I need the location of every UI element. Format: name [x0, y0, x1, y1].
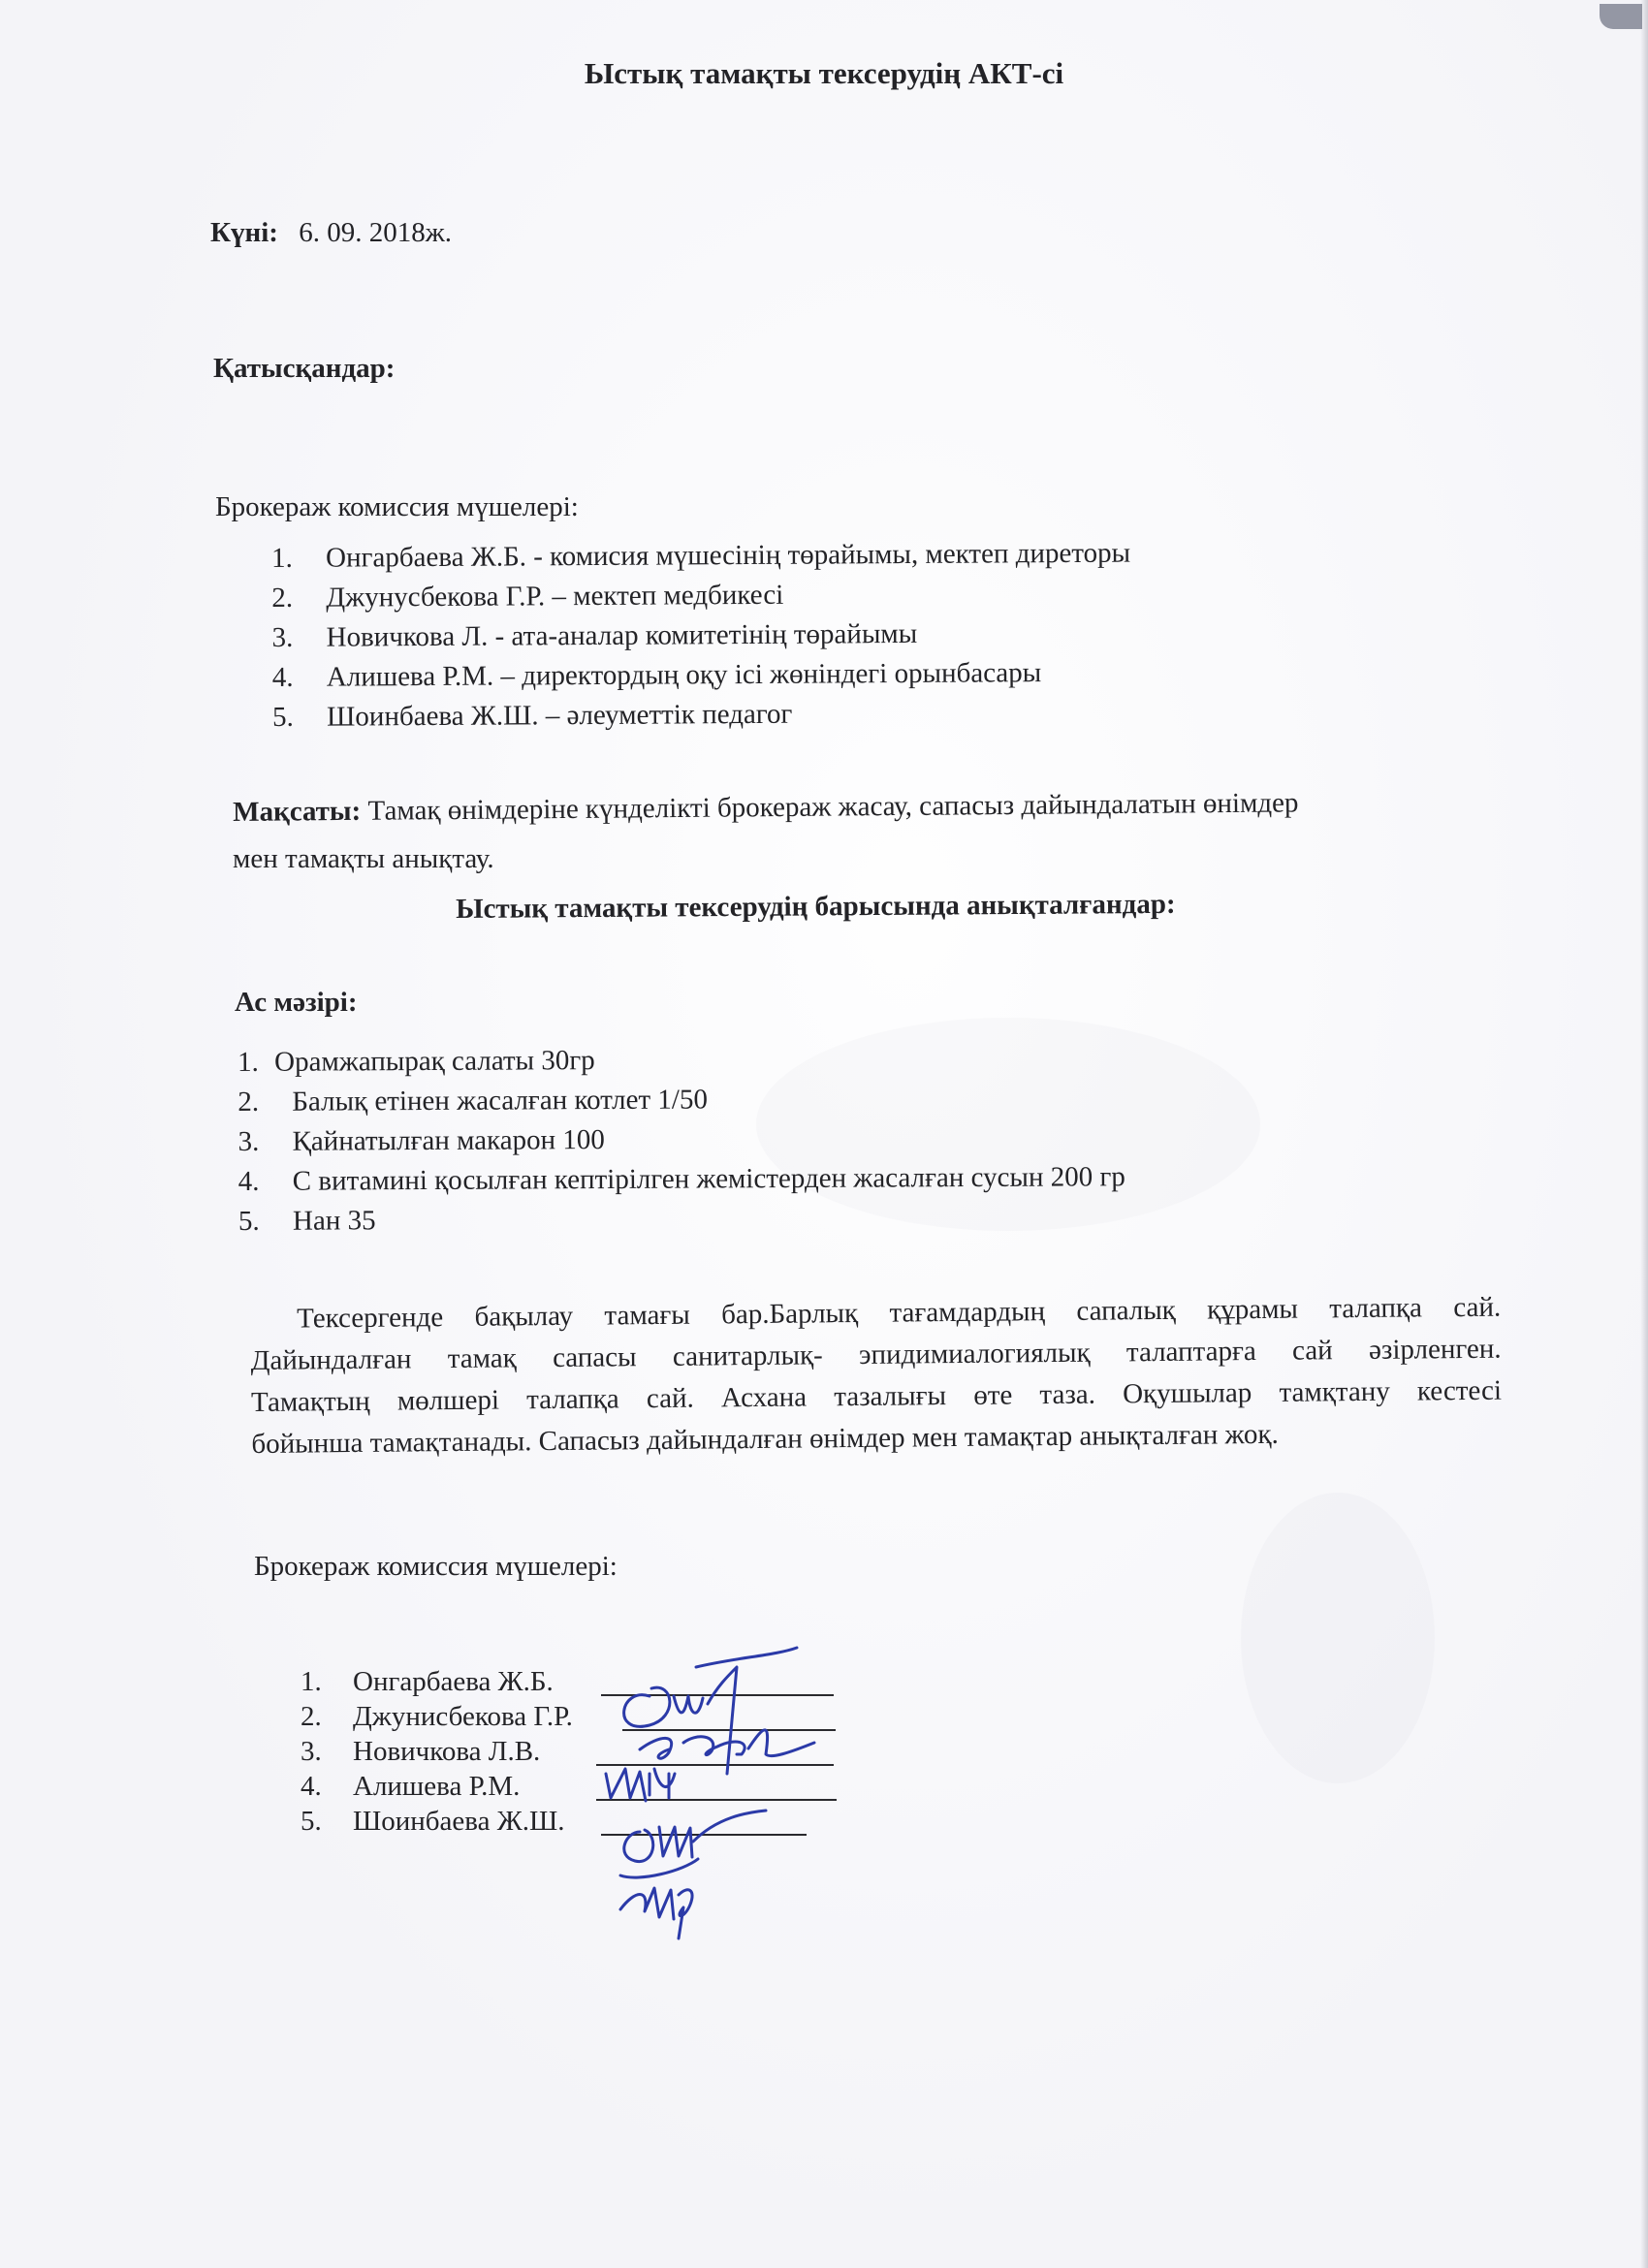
signatory-row: 4. Алишева Р.М.: [301, 1771, 521, 1802]
date-line: [210, 215, 452, 250]
conclusion-line: бойынша тамақтанады. Сапасыз дайындалған өнімдер мен тамақтар анықталған жоқ.: [251, 1418, 1279, 1460]
list-item: 2. Балық етінен жасалған котлет 1/50: [238, 1084, 709, 1118]
goal-line-2: мен тамақты анықтау.: [233, 843, 494, 874]
list-item: 1. Онгарбаева Ж.Б. - комисия мүшесінің төрайымы, мектеп диреторы: [271, 537, 1131, 574]
participants-label: Қатысқандар:: [213, 353, 396, 384]
handwritten-signatures: [582, 1628, 872, 1948]
conclusion-line: Дайындалған тамақ сапасы санитарлық- эпидимиалогиялық талаптарға сай әзірленген.: [250, 1333, 1502, 1376]
list-item: 4. Алишева Р.М. – директордың оқу ісі жөніндегі орынбасары: [271, 657, 1042, 693]
commission-members-list: [271, 534, 1131, 738]
goal-text: Тамақ өнімдеріне күнделікті брокераж жасау, сапасыз дайындалатын өнімдер: [367, 787, 1299, 827]
list-item: 2. Джунусбекова Г.Р. – мектеп медбикесі: [271, 579, 784, 614]
findings-heading: Ыстық тамақты тексерудің барысында анықталғандар:: [456, 888, 1176, 925]
signatories-list: [301, 1664, 573, 1839]
conclusion-line: Тамақтың мөлшері талапқа сай. Асхана тазалығы өте таза. Оқушылар тамқтану кестесі: [250, 1374, 1503, 1418]
signatory-row: 5. Шоинбаева Ж.Ш.: [301, 1806, 565, 1837]
list-item: 5. Нан 35: [238, 1205, 376, 1237]
page-edge-shadow: [1640, 0, 1648, 2268]
goal-label: Мақсаты:: [233, 795, 362, 828]
list-item: 1. Орамжапырақ салаты 30гр: [238, 1045, 595, 1078]
signatory-row: 3. Новичкова Л.В.: [301, 1736, 541, 1767]
menu-label: Ас мәзірі:: [235, 987, 358, 1018]
menu-items-list: [238, 1038, 1125, 1242]
date-label: Күні:: [210, 217, 278, 248]
signatory-row: 2. Джунисбекова Г.Р.: [301, 1701, 573, 1732]
list-item: 5. Шоинбаева Ж.Ш. – әлеуметтік педагог: [272, 698, 793, 733]
list-item: 4. С витамині қосылған кептірілген жемістерден жасалған сусын 200 гр: [238, 1161, 1125, 1197]
conclusion-paragraph: [250, 1287, 1503, 1465]
goal-line-1: [233, 785, 1299, 830]
list-item: 3. Қайнатылған макарон 100: [238, 1124, 605, 1157]
document-title: Ыстық тамақты тексерудің АКТ-сі: [584, 56, 1064, 90]
conclusion-line: Тексергенде бақылау тамағы бар.Барлық тағамдардың сапалық құрамы талапқа сай.: [297, 1291, 1502, 1335]
date-value: 6. 09. 2018ж.: [299, 217, 452, 248]
list-item: 3. Новичкова Л. - ата-аналар комитетінің төрайымы: [271, 617, 918, 653]
signatory-row: 1. Онгарбаева Ж.Б.: [301, 1666, 554, 1697]
commission-label: Брокераж комиссия мүшелері:: [215, 491, 579, 522]
scan-shadow: [1241, 1493, 1435, 1783]
signatures-label: Брокераж комиссия мүшелері:: [254, 1551, 618, 1582]
corner-scan-mark: [1600, 4, 1642, 29]
